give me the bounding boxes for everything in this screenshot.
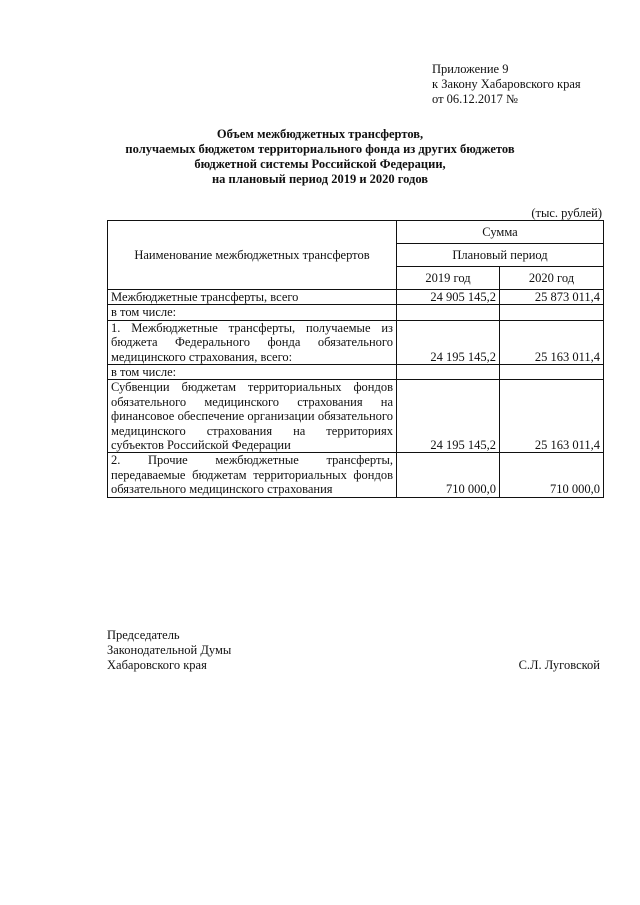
title-line-3: бюджетной системы Российской Федерации, bbox=[194, 157, 446, 171]
row-value-2020: 25 163 011,4 bbox=[500, 380, 604, 453]
table-row bbox=[108, 290, 604, 305]
appendix-date: от 06.12.2017 № bbox=[432, 92, 518, 106]
header-2019: 2019 год bbox=[397, 267, 500, 290]
row-name: в том числе: bbox=[108, 305, 397, 320]
row-name: Межбюджетные трансферты, всего bbox=[108, 290, 397, 305]
row-value-2020: 25 873 011,4 bbox=[500, 290, 604, 305]
row-value-2019: 24 195 145,2 bbox=[397, 320, 500, 364]
header-sum: Сумма bbox=[397, 221, 604, 244]
row-value-2020: 710 000,0 bbox=[500, 453, 604, 497]
appendix-reference bbox=[432, 62, 581, 107]
row-value-2019: 24 195 145,2 bbox=[397, 380, 500, 453]
table-row bbox=[108, 365, 604, 380]
signature-region: Хабаровского края bbox=[107, 658, 207, 672]
appendix-number: Приложение 9 bbox=[432, 62, 509, 76]
row-value-2020: 25 163 011,4 bbox=[500, 320, 604, 364]
signature-name: С.Л. Луговской bbox=[518, 658, 600, 672]
title-line-1: Объем межбюджетных трансфертов, bbox=[216, 127, 424, 141]
title-line-4: на плановый период 2019 и 2020 годов bbox=[211, 172, 429, 186]
row-value-2019: 24 905 145,2 bbox=[397, 290, 500, 305]
header-period: Плановый период bbox=[397, 244, 604, 267]
appendix-law: к Закону Хабаровского края bbox=[432, 77, 581, 91]
table-row bbox=[108, 320, 604, 364]
signature-body: Законодательной Думы bbox=[107, 643, 232, 657]
signature-block bbox=[107, 628, 231, 673]
row-name: Субвенции бюджетам территориальных фондов обязательного медицинского страхования на финансовое обеспечение организации обязательного медицинского страхования на территориях субъектов Российской Федерации bbox=[108, 380, 397, 453]
table-row bbox=[108, 305, 604, 320]
header-name: Наименование межбюджетных трансфертов bbox=[108, 221, 397, 290]
header-2020: 2020 год bbox=[500, 267, 604, 290]
row-name: 1. Межбюджетные трансферты, получаемые из бюджета Федерального фонда обязательного медицинского страхования, всего: bbox=[108, 320, 397, 364]
table-row bbox=[108, 453, 604, 497]
transfers-table bbox=[107, 220, 604, 498]
row-value-2019: 710 000,0 bbox=[397, 453, 500, 497]
row-name: 2. Прочие межбюджетные трансферты, передаваемые бюджетам территориальных фондов обязательного медицинского страхования bbox=[108, 453, 397, 497]
row-name: в том числе: bbox=[108, 365, 397, 380]
title-line-2: получаемых бюджетом территориального фонда из других бюджетов bbox=[125, 142, 515, 156]
table-row bbox=[108, 380, 604, 453]
units-label: (тыс. рублей) bbox=[531, 206, 602, 220]
document-title bbox=[0, 127, 640, 187]
signature-position: Председатель bbox=[107, 628, 180, 642]
